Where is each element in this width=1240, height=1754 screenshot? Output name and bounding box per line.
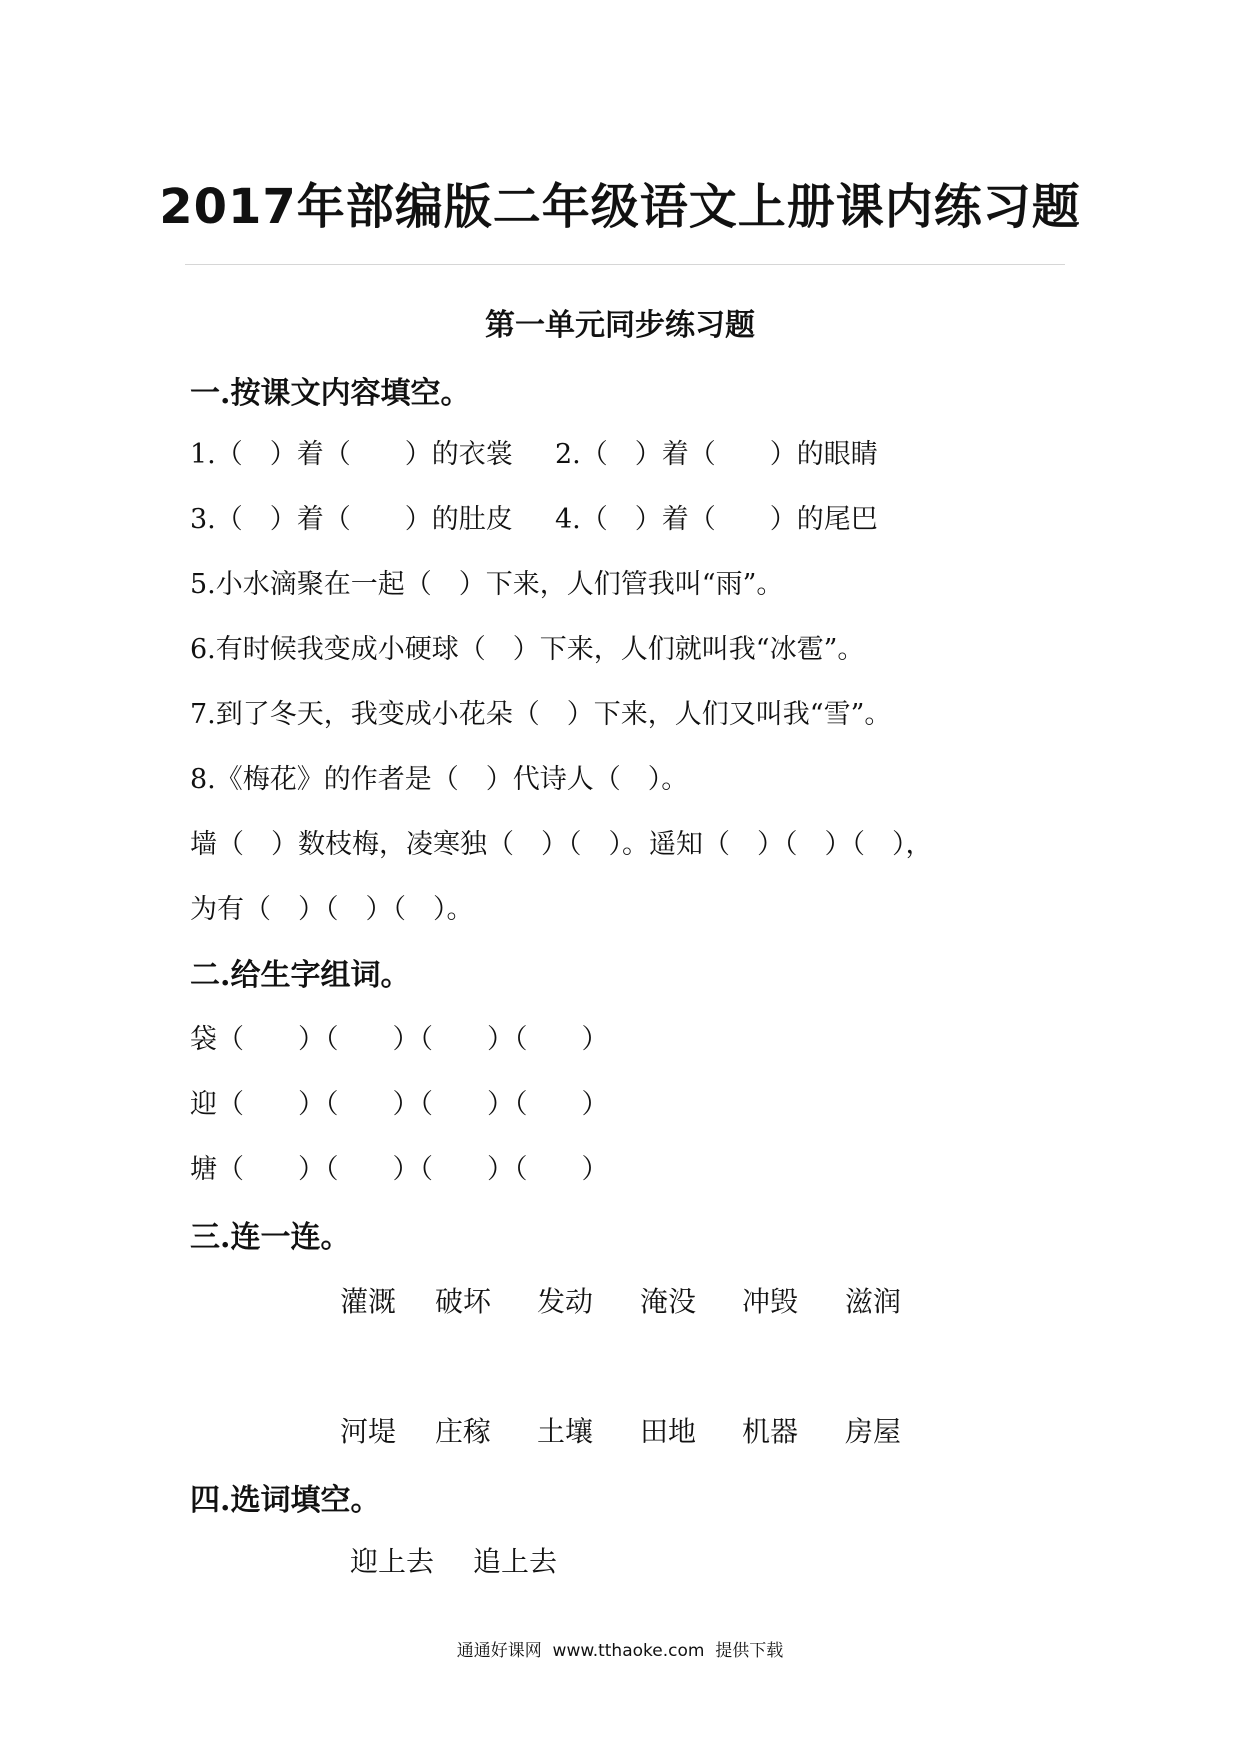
match-bottom-word: 机器	[742, 1415, 799, 1448]
page-footer: 通通好课网 www.tthaoke.com 提供下载	[456, 1641, 784, 1661]
page-title: 2017年部编版二年级语文上册课内练习题	[159, 179, 1081, 235]
word-row-2: 迎（ ）（ ）（ ）（ ）	[190, 1089, 609, 1120]
match-top-word: 破坏	[435, 1285, 492, 1318]
fill-item-6: 6.有时候我变成小硬球（ ）下来，人们就叫我“冰雹”。	[190, 634, 865, 665]
word-row-1: 袋（ ）（ ）（ ）（ ）	[190, 1024, 609, 1055]
match-bottom-word: 土壤	[537, 1415, 594, 1448]
match-top-word: 发动	[537, 1285, 594, 1318]
fill-item-1: 1.（ ）着（ ）的衣裳	[190, 439, 513, 470]
poem-line-1: 墙（ ）数枝梅，凌寒独（ ）（ ）。遥知（ ）（ ）（ ），	[190, 829, 933, 860]
section4-heading: 四.选词填空。	[190, 1483, 381, 1518]
choice-word: 追上去	[473, 1545, 558, 1578]
match-top-word: 淹没	[640, 1285, 697, 1318]
fill-item-7: 7.到了冬天，我变成小花朵（ ）下来，人们又叫我“雪”。	[190, 699, 892, 730]
match-bottom-word: 田地	[640, 1415, 697, 1448]
fill-item-3: 3.（ ）着（ ）的肚皮	[190, 504, 513, 535]
match-bottom-word: 河堤	[340, 1415, 397, 1448]
title-divider	[185, 264, 1065, 265]
fill-item-2: 2.（ ）着（ ）的眼睛	[555, 439, 878, 470]
match-top-word: 灌溉	[340, 1285, 397, 1318]
fill-item-8: 8.《梅花》的作者是（ ）代诗人（ ）。	[190, 764, 689, 795]
section1-heading: 一.按课文内容填空。	[190, 376, 471, 411]
word-row-3: 塘（ ）（ ）（ ）（ ）	[190, 1154, 609, 1185]
poem-line-2: 为有（ ）（ ）（ ）。	[190, 894, 474, 925]
match-top-word: 滋润	[845, 1285, 902, 1318]
match-bottom-word: 庄稼	[435, 1415, 492, 1448]
match-top-word: 冲毁	[742, 1285, 799, 1318]
unit-title: 第一单元同步练习题	[485, 308, 755, 343]
section3-heading: 三.连一连。	[190, 1220, 351, 1255]
fill-item-5: 5.小水滴聚在一起（ ）下来，人们管我叫“雨”。	[190, 569, 784, 600]
choice-word: 迎上去	[350, 1545, 435, 1578]
fill-item-4: 4.（ ）着（ ）的尾巴	[555, 504, 878, 535]
match-bottom-word: 房屋	[845, 1415, 902, 1448]
section2-heading: 二.给生字组词。	[190, 958, 411, 993]
